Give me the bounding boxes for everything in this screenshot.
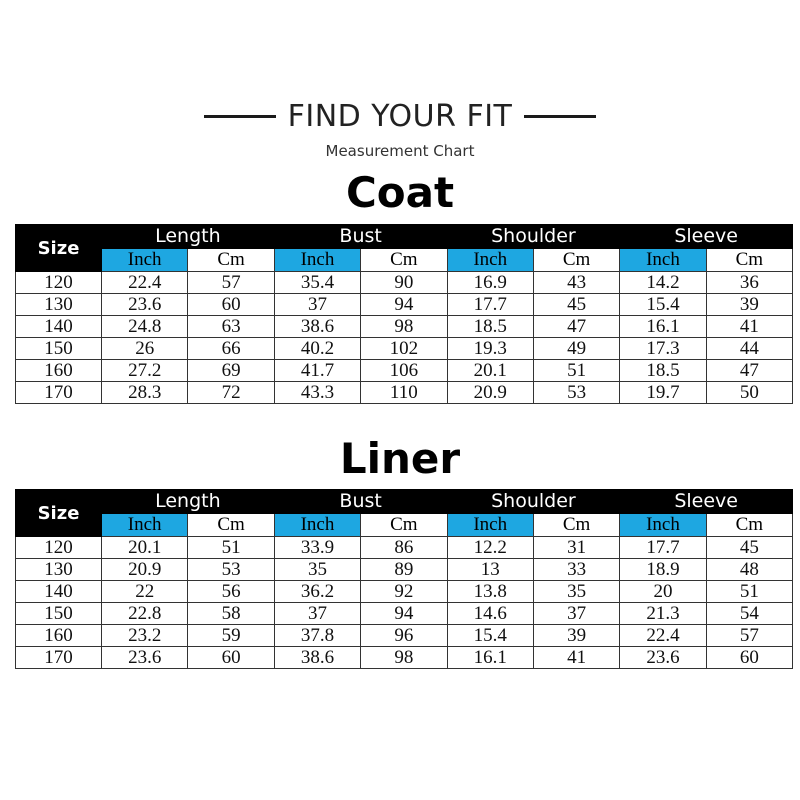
page-header [0,96,800,136]
length-cm-cell: 53 [188,559,274,581]
length-inch-cell: 26 [102,338,188,360]
sleeve-cm-cell: 41 [706,316,792,338]
bust-cm-cell: 110 [361,382,447,404]
table-row [16,581,793,603]
shoulder-inch-header: Inch [447,249,533,272]
bust-inch-cell: 35.4 [274,272,360,294]
length-cm-cell: 63 [188,316,274,338]
sleeve-cm-cell: 44 [706,338,792,360]
table-row [16,360,793,382]
coat-size-table [15,224,793,404]
table-row [16,294,793,316]
length-inch-header: Inch [102,249,188,272]
table-row [16,382,793,404]
shoulder-group-header: Shoulder [447,225,620,249]
sleeve-inch-cell: 18.9 [620,559,706,581]
shoulder-inch-cell: 14.6 [447,603,533,625]
unit-header-row [16,249,793,272]
size-cell: 170 [16,382,102,404]
bust-cm-cell: 86 [361,537,447,559]
length-inch-cell: 22.8 [102,603,188,625]
bust-inch-cell: 33.9 [274,537,360,559]
liner-section-title: Liner [339,434,461,483]
length-cm-header: Cm [188,514,274,537]
liner-table-body [16,537,793,669]
shoulder-cm-cell: 47 [533,316,619,338]
sleeve-cm-header: Cm [706,514,792,537]
length-cm-cell: 69 [188,360,274,382]
shoulder-inch-cell: 20.9 [447,382,533,404]
length-cm-header: Cm [188,249,274,272]
group-header-row [16,490,793,514]
length-cm-cell: 60 [188,294,274,316]
length-cm-cell: 60 [188,647,274,669]
unit-header-row [16,514,793,537]
length-inch-cell: 23.6 [102,294,188,316]
length-group-header: Length [102,490,275,514]
table-row [16,338,793,360]
sleeve-inch-cell: 19.7 [620,382,706,404]
sleeve-inch-cell: 15.4 [620,294,706,316]
size-cell: 170 [16,647,102,669]
sleeve-inch-cell: 17.3 [620,338,706,360]
header-rule-right [524,115,596,118]
page-title: FIND YOUR FIT [287,98,513,134]
shoulder-inch-header: Inch [447,514,533,537]
bust-inch-cell: 40.2 [274,338,360,360]
bust-cm-cell: 94 [361,603,447,625]
size-cell: 140 [16,316,102,338]
group-header-row [16,225,793,249]
sleeve-cm-cell: 39 [706,294,792,316]
bust-inch-cell: 37.8 [274,625,360,647]
table-row [16,647,793,669]
bust-cm-cell: 94 [361,294,447,316]
bust-cm-cell: 106 [361,360,447,382]
size-cell: 140 [16,581,102,603]
shoulder-cm-cell: 51 [533,360,619,382]
bust-cm-header: Cm [361,514,447,537]
sleeve-cm-cell: 60 [706,647,792,669]
bust-inch-header: Inch [274,249,360,272]
shoulder-cm-cell: 39 [533,625,619,647]
bust-inch-cell: 41.7 [274,360,360,382]
shoulder-cm-cell: 41 [533,647,619,669]
table-row [16,537,793,559]
sleeve-cm-cell: 48 [706,559,792,581]
length-inch-cell: 20.9 [102,559,188,581]
bust-cm-cell: 98 [361,316,447,338]
shoulder-inch-cell: 16.1 [447,647,533,669]
table-row [16,272,793,294]
sleeve-inch-cell: 14.2 [620,272,706,294]
shoulder-cm-cell: 43 [533,272,619,294]
size-cell: 130 [16,294,102,316]
shoulder-group-header: Shoulder [447,490,620,514]
shoulder-inch-cell: 13.8 [447,581,533,603]
liner-size-table [15,489,793,669]
length-inch-cell: 22.4 [102,272,188,294]
length-inch-cell: 23.6 [102,647,188,669]
sleeve-cm-header: Cm [706,249,792,272]
length-cm-cell: 66 [188,338,274,360]
sleeve-inch-cell: 22.4 [620,625,706,647]
bust-inch-cell: 36.2 [274,581,360,603]
bust-group-header: Bust [274,490,447,514]
size-cell: 120 [16,272,102,294]
bust-inch-cell: 38.6 [274,316,360,338]
bust-inch-cell: 37 [274,603,360,625]
sleeve-inch-header: Inch [620,514,706,537]
shoulder-cm-cell: 37 [533,603,619,625]
sleeve-cm-cell: 57 [706,625,792,647]
length-inch-cell: 20.1 [102,537,188,559]
length-inch-cell: 28.3 [102,382,188,404]
shoulder-inch-cell: 17.7 [447,294,533,316]
length-inch-cell: 23.2 [102,625,188,647]
shoulder-cm-header: Cm [533,249,619,272]
size-cell: 150 [16,338,102,360]
shoulder-inch-cell: 16.9 [447,272,533,294]
header-rule-left [204,115,276,118]
length-inch-cell: 27.2 [102,360,188,382]
bust-cm-header: Cm [361,249,447,272]
length-cm-cell: 56 [188,581,274,603]
size-cell: 130 [16,559,102,581]
bust-inch-cell: 38.6 [274,647,360,669]
bust-inch-cell: 37 [274,294,360,316]
table-row [16,603,793,625]
bust-cm-cell: 89 [361,559,447,581]
table-row [16,316,793,338]
size-cell: 160 [16,625,102,647]
bust-inch-cell: 43.3 [274,382,360,404]
length-cm-cell: 59 [188,625,274,647]
size-cell: 160 [16,360,102,382]
shoulder-cm-cell: 35 [533,581,619,603]
sleeve-group-header: Sleeve [620,490,793,514]
length-inch-header: Inch [102,514,188,537]
sleeve-cm-cell: 36 [706,272,792,294]
shoulder-cm-header: Cm [533,514,619,537]
shoulder-cm-cell: 31 [533,537,619,559]
bust-cm-cell: 98 [361,647,447,669]
sleeve-group-header: Sleeve [620,225,793,249]
size-cell: 150 [16,603,102,625]
size-column-header: Size [16,490,102,537]
size-column-header: Size [16,225,102,272]
length-cm-cell: 57 [188,272,274,294]
shoulder-inch-cell: 13 [447,559,533,581]
sleeve-inch-cell: 23.6 [620,647,706,669]
coat-section-title: Coat [345,168,455,217]
page-subtitle: Measurement Chart [325,142,475,160]
shoulder-inch-cell: 18.5 [447,316,533,338]
shoulder-inch-cell: 15.4 [447,625,533,647]
shoulder-inch-cell: 12.2 [447,537,533,559]
length-inch-cell: 24.8 [102,316,188,338]
sleeve-inch-header: Inch [620,249,706,272]
sleeve-inch-cell: 17.7 [620,537,706,559]
length-inch-cell: 22 [102,581,188,603]
sleeve-cm-cell: 50 [706,382,792,404]
bust-cm-cell: 92 [361,581,447,603]
sleeve-cm-cell: 47 [706,360,792,382]
length-cm-cell: 72 [188,382,274,404]
length-cm-cell: 51 [188,537,274,559]
shoulder-cm-cell: 33 [533,559,619,581]
length-cm-cell: 58 [188,603,274,625]
shoulder-cm-cell: 53 [533,382,619,404]
sleeve-cm-cell: 45 [706,537,792,559]
bust-cm-cell: 90 [361,272,447,294]
shoulder-cm-cell: 45 [533,294,619,316]
bust-inch-cell: 35 [274,559,360,581]
shoulder-inch-cell: 19.3 [447,338,533,360]
table-row [16,625,793,647]
sleeve-cm-cell: 51 [706,581,792,603]
bust-cm-cell: 96 [361,625,447,647]
bust-cm-cell: 102 [361,338,447,360]
sleeve-inch-cell: 20 [620,581,706,603]
size-cell: 120 [16,537,102,559]
bust-group-header: Bust [274,225,447,249]
sleeve-inch-cell: 21.3 [620,603,706,625]
sleeve-inch-cell: 18.5 [620,360,706,382]
sleeve-cm-cell: 54 [706,603,792,625]
sleeve-inch-cell: 16.1 [620,316,706,338]
coat-table-body [16,272,793,404]
table-row [16,559,793,581]
shoulder-inch-cell: 20.1 [447,360,533,382]
bust-inch-header: Inch [274,514,360,537]
length-group-header: Length [102,225,275,249]
shoulder-cm-cell: 49 [533,338,619,360]
